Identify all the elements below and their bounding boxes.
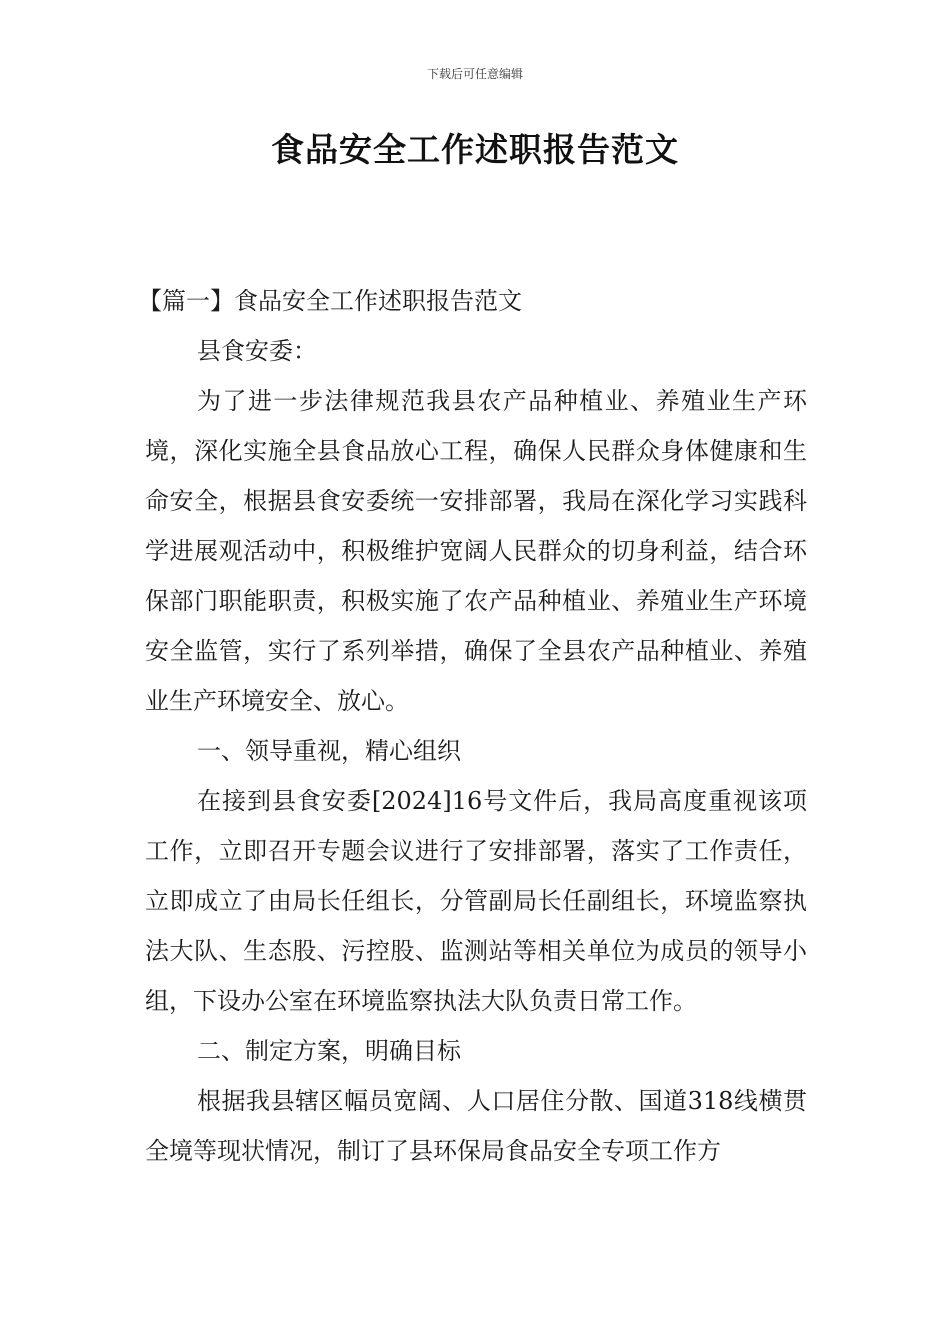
body-paragraph: 根据我县辖区幅员宽阔、人口居住分散、国道318线横贯全境等现状情况，制订了县环保局食品安全专项工作方 xyxy=(145,1087,807,1165)
document-body xyxy=(138,276,807,1176)
body-paragraph: 在接到县食安委[2024]16号文件后，我局高度重视该项工作，立即召开专题会议进行了安排部署，落实了工作责任，立即成立了由局长任组长，分管副局长任副组长，环境监察执法大队、生态股、污控股、监测站等相关单位为成员的领导小组，下设办公室在环境监察执法大队负责日常工作。 xyxy=(145,787,807,1015)
document-title: 食品安全工作述职报告范文 xyxy=(271,130,679,169)
body-paragraph: 为了进一步法律规范我县农产品种植业、养殖业生产环境，深化实施全县食品放心工程，确保人民群众身体健康和生命安全，根据县食安委统一安排部署，我局在深化学习实践科学进展观活动中，积极维护宽阔人民群众的切身利益，结合环保部门职能职责，积极实施了农产品种植业、养殖业生产环境安全监管，实行了系列举措，确保了全县农产品种植业、养殖业生产环境安全、放心。 xyxy=(145,387,807,715)
section-heading: 【篇一】食品安全工作述职报告范文 xyxy=(138,287,522,315)
salutation: 县食安委： xyxy=(197,337,317,365)
subheading: 一、领导重视，精心组织 xyxy=(197,737,461,765)
header-note: 下载后可任意编辑 xyxy=(426,67,523,81)
subheading: 二、制定方案，明确目标 xyxy=(197,1037,461,1065)
